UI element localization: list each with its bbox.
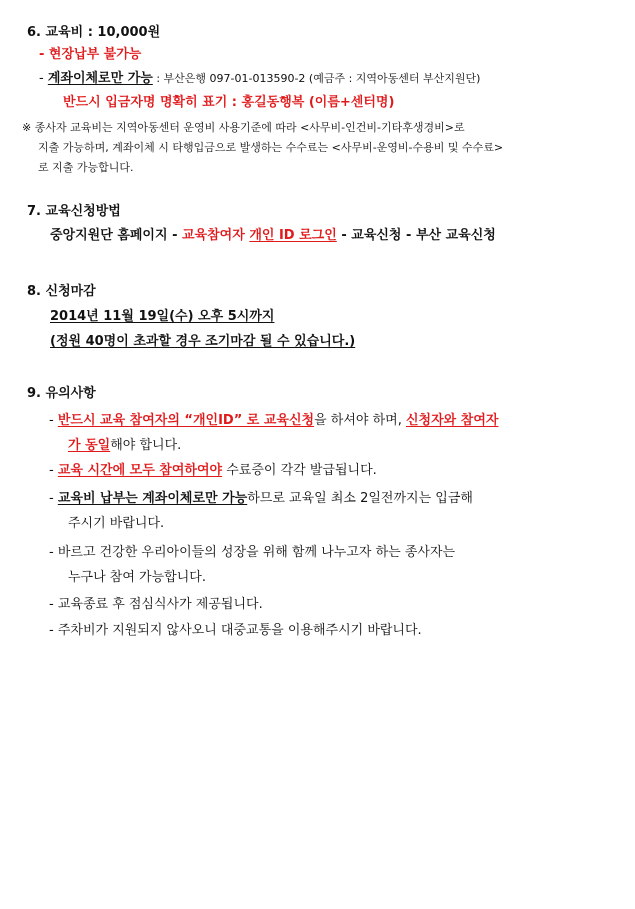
- notice-item-4: - 바르고 건강한 우리아이들의 성장을 위해 함께 나누고자 하는 종사자는: [49, 545, 456, 560]
- notice-item-1-text: 을 하셔야 하며,: [314, 413, 406, 428]
- depositor-name-note: 반드시 입금자명 명확히 표기 : 홍길동행복 (이름+센터명): [63, 95, 395, 110]
- deadline-date: 2014년 11월 19일(수) 오후 5시까지: [50, 309, 275, 324]
- staff-fee-note-3: 로 지출 가능합니다.: [38, 161, 134, 174]
- notice-item-3: [49, 490, 473, 508]
- payment-method-label: 교육비 납부는 계좌이체로만 가능: [57, 491, 248, 506]
- section-9-heading: 9. 유의사항: [27, 386, 96, 401]
- notice-item-6: - 주차비가 지원되지 않사오니 대중교통을 이용해주시기 바랍니다.: [49, 623, 422, 638]
- bank-account-info: : 부산은행 097-01-013590-2 (예금주 : 지역아동센터 부산지원단): [152, 72, 481, 85]
- homepage-label: 중앙지원단 홈페이지 -: [50, 228, 182, 243]
- notice-item-1-tail: 해야 합니다.: [110, 438, 182, 453]
- personal-id-login: 개인 ID 로그인: [249, 228, 337, 243]
- full-attendance-label: 교육 시간에 모두 참여하여야: [57, 463, 223, 478]
- application-method-line: [50, 227, 496, 245]
- staff-fee-note-2: 지출 가능하며, 계좌이체 시 타행입금으로 발생하는 수수료는 <사무비-운영비-수용비 및 수수료>: [38, 141, 504, 154]
- section-7-heading: 7. 교육신청방법: [27, 204, 121, 219]
- notice-item-1: [49, 412, 498, 430]
- staff-fee-note-1: ※ 종사자 교육비는 지역아동센터 운영비 사용기준에 따라 <사무비-인건비-기타후생경비>로: [22, 121, 465, 134]
- notice-item-2-tail: 수료증이 각각 발급됩니다.: [222, 463, 377, 478]
- fee-transfer-line: [39, 70, 480, 88]
- bullet-dash: -: [49, 413, 58, 428]
- notice-item-1-cont: [68, 437, 181, 455]
- bullet-dash: -: [49, 491, 58, 506]
- notice-item-5: - 교육종료 후 점심식사가 제공됩니다.: [49, 597, 263, 612]
- applicant-participant-label: 신청자와 참여자: [406, 413, 499, 428]
- participant-label: 교육참여자: [182, 228, 250, 243]
- fee-onsite-note: - 현장납부 불가능: [39, 47, 142, 62]
- personal-id-requirement: 반드시 교육 참여자의 “개인ID” 로 교육신청: [57, 413, 315, 428]
- transfer-only-label: 계좌이체로만 가능: [47, 71, 153, 86]
- bullet-dash: -: [49, 463, 58, 478]
- notice-item-3-tail: 하므로 교육일 최소 2일전까지는 입금해: [247, 491, 473, 506]
- bullet-dash: -: [39, 71, 48, 86]
- section-8-heading: 8. 신청마감: [27, 284, 96, 299]
- notice-item-3-cont: 주시기 바랍니다.: [68, 516, 165, 531]
- notice-item-4-cont: 누구나 참여 가능합니다.: [68, 570, 206, 585]
- capacity-note: (정원 40명이 초과할 경우 조기마감 될 수 있습니다.): [50, 334, 356, 349]
- apply-path: - 교육신청 - 부산 교육신청: [336, 228, 496, 243]
- section-6-heading: 6. 교육비 : 10,000원: [27, 25, 161, 40]
- same-person-label: 가 동일: [68, 438, 111, 453]
- notice-item-2: [49, 462, 377, 480]
